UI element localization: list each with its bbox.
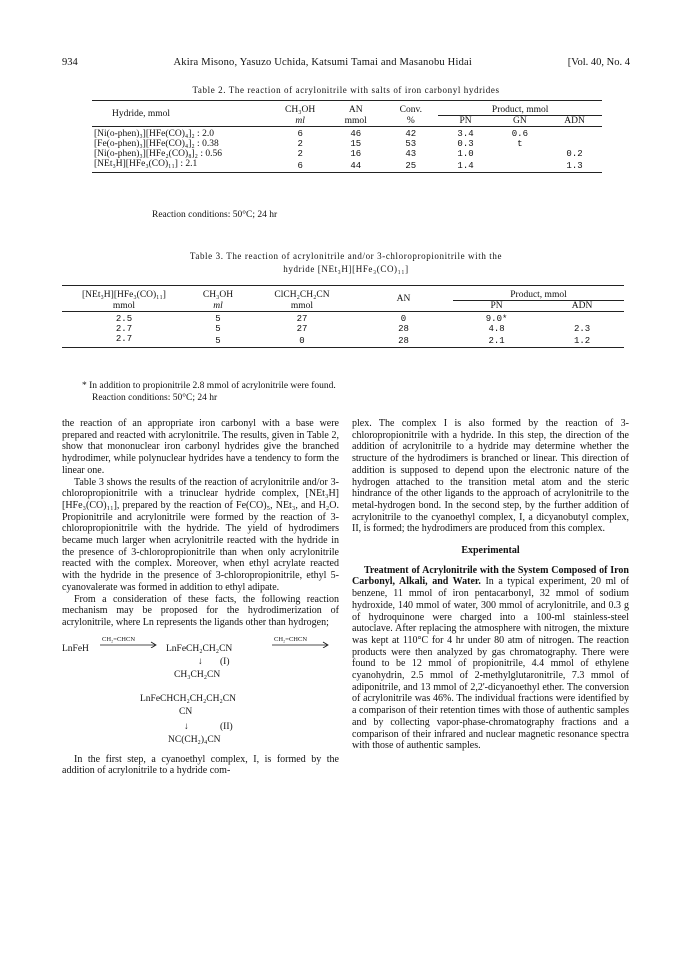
experimental-body: In a typical experiment, 20 ml of benzene, 11 mmol of iron pentacarbonyl, 32 mmol of sodium hydroxide, 140 mmol of water, 300 mmol of acrylonitrile, and 0.3 g of hydroquinone were charged into a 100-ml stainless-steel autoclave. After replacing the atmosphere with nitrogen, the mixture was kept at 110°C for 4 hr under 80 atm of nitrogen. The reaction products were then analyzed by gas chromatography. There were found to be 12 mmol of propionitrile, 4.4 mmol of ethylene cyanohydrin, 2.5 mmol of 2-methylglutaronitrile, 7.3 mmol of adiponitrile, and 13 mmol of 2,2'-dicyanoethyl ether. The conversion of acrylonitrile was 46%. The individual fractions were identified by a comparison of their retention times with those of authentic samples and by collecting vapor-phase-chromatography fractions and a comparison of their infrared and nuclear magnetic resonance spectra with those of authentic samples.: [352, 576, 629, 752]
t2-head-hydride: Hydride, mmol: [112, 108, 171, 119]
table2-caption: Table 2. The reaction of acrylonitrile with salts of iron carbonyl hydrides: [192, 85, 500, 95]
scheme-arrow2: [272, 640, 332, 653]
t2-unit-conv: %: [406, 115, 415, 126]
table-row: 2.5 5 27 0 9.0*: [115, 314, 508, 324]
t3-head-product: Product, mmol: [510, 290, 567, 300]
table-row: 2.7 5 0 28 2.1 1.2: [62, 334, 624, 348]
t3-unit-hydride: mmol: [112, 300, 136, 311]
table3-notes: [82, 380, 336, 404]
section-heading: Experimental: [461, 545, 520, 557]
table3-caption-line2: hydride [NEt₃H][HFe₃(CO)₁₁]: [283, 264, 409, 274]
table3: [62, 285, 624, 348]
scheme-arrow2-label: CH₂=CHCN: [274, 635, 308, 643]
table-row: [Ni(o-phen)₃][HFe₂(CO)₈]₂ : 0.56 2 16 43 1.0 0.2: [94, 149, 583, 159]
scheme-down-arrow-1: ↓: [198, 656, 203, 667]
table2: [92, 100, 602, 173]
table3-caption-line1: Table 3. The reaction of acrylonitrile and/or 3-chloropropionitrile with the: [189, 251, 503, 261]
t3-head-adn: ADN: [540, 301, 624, 312]
t2-head-meoh: CH₃OH: [285, 105, 316, 116]
scheme-label-1: (I): [220, 656, 230, 667]
t2-unit-meoh: ml: [295, 115, 305, 126]
scheme-arrow1: [100, 640, 160, 653]
t3-head-an: AN: [396, 293, 411, 304]
scheme-complex1: LnFeCH₂CH₂CN: [166, 643, 233, 654]
scheme-down-arrow-2: ↓: [184, 721, 189, 732]
t2-unit-an: mmol: [344, 115, 367, 126]
t3-unit-meoh: ml: [213, 300, 223, 311]
table3-caption: [62, 250, 630, 276]
volume-info: [Vol. 40, No. 4: [567, 57, 630, 68]
t2-head-pn: PN: [438, 116, 492, 127]
reaction-scheme: [62, 629, 339, 794]
right-column: [352, 418, 629, 752]
t3-head-pn: PN: [453, 301, 540, 312]
t2-head-adn: ADN: [547, 116, 602, 127]
table3-conditions: Reaction conditions: 50°C; 24 hr: [92, 393, 218, 403]
right-paragraph-1: plex. The complex I is also formed by the reaction of 3-chloropropionitrile with a hydride. In this step, the direction of the addition of acrylonitrile to a hydride may determine whether the structure of the hydrodimers is branched or linear. This direction of addition is supposed to depend upon the electronic nature of the hydrogen attached to the transition metal atom and the steric hindrance of the other ligands to the approach of acrylonitrile to the metal-hydrogen bond. In the second step, by the further addition of acrylonitrile to the cyanoethyl complex, I, a dicyanobutyl complex, II, is formed; the hydrodimers are produced from this complex.: [352, 418, 629, 535]
scheme-product-2: NC(CH₂)₄CN: [168, 734, 221, 745]
t3-unit-clcn: mmol: [290, 300, 314, 311]
scheme-start: LnFeH: [62, 643, 89, 654]
t2-head-product: Product, mmol: [491, 105, 549, 115]
author-line: Akira Misono, Yasuzo Uchida, Katsumi Tamai and Masanobu Hidai: [173, 57, 473, 68]
experimental-heading: Treatment of Acrylonitrile with the System Composed of Iron Carbonyl, Alkali, and Water.: [352, 564, 629, 588]
scheme-label-2: (II): [220, 721, 233, 732]
left-paragraph-4: In the first step, a cyanoethyl complex, I, is formed by the addition of acrylonitrile to a hydride com-: [62, 753, 339, 777]
left-paragraph-3: From a consideration of these facts, the following reaction mechanism may be proposed for the hydrodimerization of acrylonitrile, where Ln represents the ligands other than hydrogen;: [62, 593, 339, 628]
t3-head-hydride: [NEt₃H][HFe₃(CO)₁₁]: [82, 290, 166, 301]
table-row: [Fe(o-phen)₃][HFe(CO)₄]₂ : 0.38 2 15 53 0.3 t: [94, 139, 523, 149]
left-column: [62, 418, 339, 777]
t2-head-conv: Conv.: [399, 105, 422, 116]
left-paragraph-2: Table 3 shows the results of the reaction of acrylonitrile and/or 3-chloropropionitrile with a trinuclear hydride complex, [NEt₃H][HFe₃(CO)₁₁], prepared by the reaction of Fe(CO)₅, NEt₃, and H₂O. Propionitrile and acrylonitrile were formed by the reaction of 3-chloropropionitrile with the hydride. The yield of hydrodimers became much larger when acrylonitrile reacted with the hydride in the presence of 3-chloropropionitrile than when only acrylonitrile reacted with the complex. Moreover, when ethyl acrylate reacted with the hydride in the presence of 3-chloropropionitrile, ethyl 5-cyanovalerate was formed in addition to ethyl adipate.: [62, 476, 339, 593]
running-header: [62, 57, 630, 68]
table-row: 2.7 5 27 28 4.8 2.3: [115, 324, 591, 334]
page-number: 934: [62, 57, 78, 68]
scheme-cn: CN: [179, 706, 193, 717]
scheme-product-1: CH₃CH₂CN: [174, 669, 221, 680]
t3-head-clcn: ClCH₂CH₂CN: [274, 290, 330, 301]
scheme-arrow1-label: CH₂=CHCN: [102, 635, 136, 643]
t3-head-meoh: CH₃OH: [202, 290, 234, 301]
scheme-complex2: LnFeCHCH₂CH₂CH₂CN: [140, 693, 236, 704]
t2-head-gn: GN: [493, 116, 547, 127]
t2-head-an: AN: [348, 105, 363, 116]
left-paragraph-1: the reaction of an appropriate iron carbonyl with a base were prepared and reacted with acrylonitrile. The results, given in Table 2, show that mononuclear iron carbonyl hydrides give the branched hydrodimer, while polynuclear hydrides have a tendency to form the linear one.: [62, 418, 339, 476]
table2-conditions: Reaction conditions: 50°C; 24 hr: [152, 210, 278, 220]
table3-footnote: * In addition to propionitrile 2.8 mmol of acrylonitrile were found.: [82, 381, 336, 391]
experimental-paragraph: [352, 565, 629, 752]
table-row: [NEt₃H][HFe₃(CO)₁₁] : 2.1 6 44 25 1.4 1.3: [92, 159, 602, 173]
table-row: [Ni(o-phen)₃][HFe(CO)₄]₂ : 2.0 6 46 42 3.4 0.6: [94, 129, 528, 139]
